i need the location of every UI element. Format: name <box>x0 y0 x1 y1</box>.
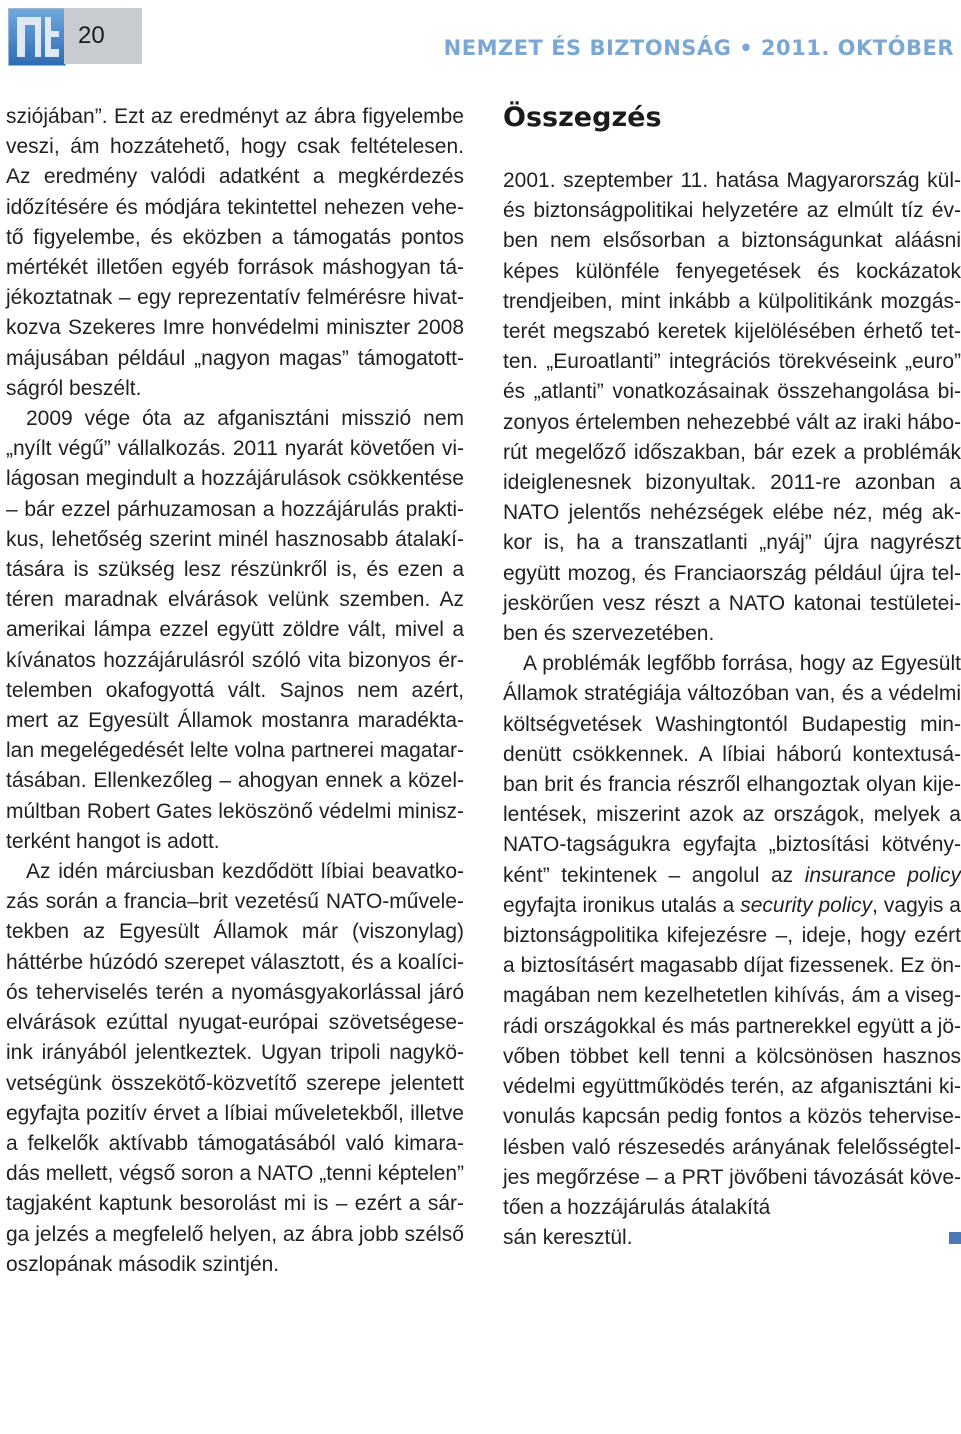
paragraph: 2009 vége óta az afganisztáni misszió nem „nyílt végű” vállalkozás. 2011 nyarát követően világosan megindult a hozzájárulások csökkentése – bár ezzel párhuzamosan a hozzájárulás praktikus, lehetőség szerint minél hasznosabb átalakítására is szükség lesz részünkről is, és ezen a téren maradnak elvárások velünk szemben. Az amerikai lámpa ezzel együtt zöldre vált, mivel a kívánatos hozzájárulásról szóló vita bizonyos értelemben okafogyottá vált. Sajnos nem azért, mert az Egyesült Államok mostanra maradéktalan megelégedését lelte volna partnerei magatartásában. Ellenkezőleg – ahogyan ennek a közelmúltban Robert Gates leköszönő védelmi miniszterként hangot is adott. <box>6 407 464 853</box>
paragraph: 2001. szeptember 11. hatása Magyarország kül- és biztonságpolitikai helyzetére az elmúlt tíz évben nem elsősorban a biztonságunkat aláásni képes különféle fenyegetések és kockázatok trendjeiben, mint inkább a külpolitikánk mozgásterét megszabó keretek kijelölésében érhető tetten. „Euroatlanti” integrációs törekvéseink „euro” és „atlanti” vonatkozásainak összehangolása bizonyos értelemben nehezebbé vált az iraki háborút megelőző időszakban, bár ezek a problémák ideiglenesnek bizonyultak. 2011-re azonban a NATO jelentős nehézségek elébe néz, még akkor is, ha a transzatlanti „nyáj” újra nagyrészt együtt mozog, és Franciaország például újra teljeskörűen vesz részt a NATO katonai testületeiben és szervezetében. <box>503 169 961 646</box>
journal-title: NEMZET ÉS BIZTONSÁG • 2011. OKTÓBER <box>443 36 954 60</box>
last-line <box>503 1223 961 1253</box>
text-run: , vagyis a biztonságpolitika kifejezésre –, ideje, hogy ezért a biztosításért magasabb díjat fizessenek. Ez önmagában nem kezelhetetlen kihívás, ám a visegrádi országokkal és más partnerekkel együtt a jövőben többet kell tenni a kölcsönösen hasznos védelmi együttműködés terén, az afganisztáni kivonulás kapcsán pedig fontos a közös teherviselésben való részesedés arányának felelősségteljes megőrzése – a PRT jövőbeni távozását követően a hozzájárulás átalakítá <box>503 893 961 1219</box>
text-run: egyfajta ironikus utalás a <box>503 893 741 917</box>
page-header <box>0 0 960 80</box>
nb-logo-icon <box>8 8 66 66</box>
left-column <box>6 102 464 1280</box>
section-heading: Összegzés <box>503 102 662 133</box>
italic-term: security policy <box>740 893 873 917</box>
paragraph <box>503 649 961 1223</box>
paragraph: sziójában”. Ezt az eredményt az ábra figyelembe veszi, ám hozzátehető, hogy csak feltételesen. Az eredmény valódi adatként a megkérdezés időzítésére és módjára tekintettel nehezen vehető figyelembe, és eközben a támogatás pontos mértékét illetően egyéb források máshogyan tájékoztatnak – egy reprezentatív felmérésre hivatkozva Szekeres Imre honvédelmi miniszter 2008 májusában például „nagyon magas” támogatottságról beszélt. <box>6 105 464 400</box>
page-number: 20 <box>64 8 142 64</box>
italic-term: insurance policy <box>804 863 961 887</box>
right-column <box>503 102 961 1253</box>
text-run: sán keresztül. <box>503 1226 633 1250</box>
text-run: A problémák legfőbb forrása, hogy az Egyesült Államok stratégiája változóban van, és a védelmi költségvetések Washingtontól Budapestig mindenütt csökkennek. A líbiai háború kontextusában brit és francia részről elhangoztak olyan kijelentések, miszerint azok az országok, melyek a NATO-tagságukra egyfajta „biztosítási kötvényként” tekintenek – angolul az <box>503 652 961 887</box>
end-of-article-square-icon <box>949 1232 961 1244</box>
paragraph: Az idén márciusban kezdődött líbiai beavatkozás során a francia–brit vezetésű NATO-műveletekben az Egyesült Államok már (viszonylag) háttérbe húzódó szerepet választott, és a koalíciós teherviselés terén a nyomásgyakorlással járó elvárások ezúttal nyugat-európai szövetségeseink irányából jelentkeztek. Ugyan tripoli nagykövetségünk összekötő-közvetítő szerepe jelentett egyfajta pozitív érvet a líbiai műveletekből, illetve a felkelők aktívabb támogatásából való kimaradás mellett, végső soron a NATO „tenni képtelen” tagjaként kaptunk besorolást mi is – ezért a sárga jelzés a megfelelő helyen, az ábra jobb szélső oszlopának második szintjén. <box>6 860 464 1276</box>
